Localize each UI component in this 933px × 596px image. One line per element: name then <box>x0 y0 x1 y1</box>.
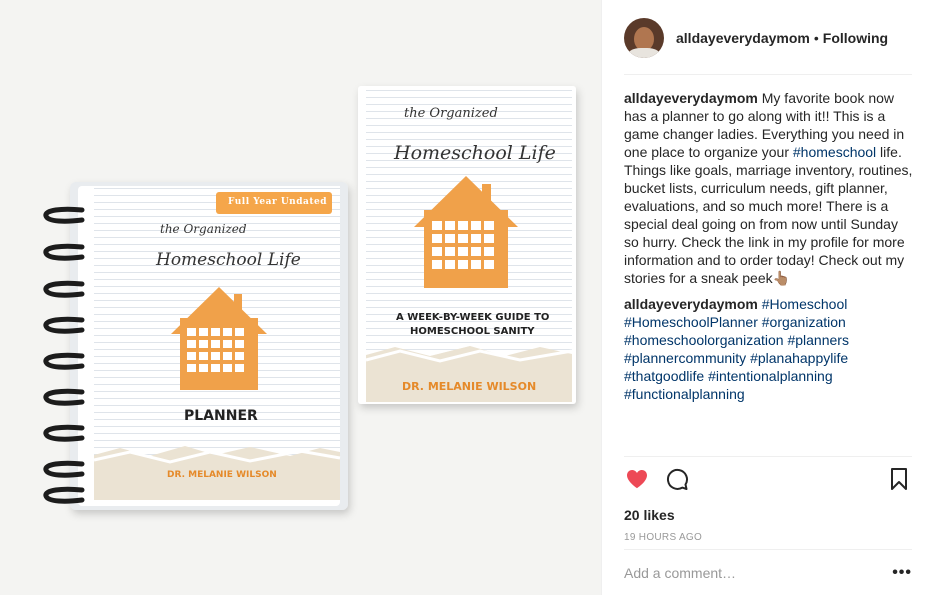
post-header <box>624 16 912 75</box>
comment-bubble-icon[interactable] <box>664 467 690 491</box>
hashtag-comment <box>624 295 916 403</box>
hashtag-link[interactable]: #Homeschool <box>761 296 848 312</box>
hashtag-link[interactable]: #plannercommunity <box>624 350 747 366</box>
planner-title-small: the Organized <box>160 222 247 236</box>
hashtag-link[interactable]: #planners <box>787 332 849 348</box>
post-actions <box>624 456 912 543</box>
book-subtitle-line2: HOMESCHOOL SANITY <box>410 326 535 337</box>
hashtag-link[interactable]: #planahappylife <box>750 350 849 366</box>
more-options-icon[interactable]: ••• <box>892 564 912 581</box>
likes-count[interactable]: 20 likes <box>624 507 675 523</box>
bookmark-icon[interactable] <box>886 467 912 491</box>
planner-banner: Full Year Undated <box>228 197 328 207</box>
avatar[interactable] <box>624 18 664 58</box>
hashtag-link[interactable]: #organization <box>761 314 846 330</box>
comment-username[interactable]: alldayeverydaymom <box>624 296 758 312</box>
following-button[interactable]: Following <box>822 30 889 46</box>
post-timestamp[interactable]: 19 HOURS AGO <box>624 532 703 543</box>
book-author: DR. MELANIE WILSON <box>402 380 537 393</box>
add-comment-bar <box>624 549 912 596</box>
caption-text-end: life. Things like goals, marriage inventory, routines, bucket lists, curriculum needs, gift planner, evaluations, and so much more! There is a special deal going on from now until Sunday so hurry. Check the link in my profile for more information and to order today! Check out my stories for a sneak peek👆🏽 <box>624 144 913 286</box>
caption-comment <box>624 89 916 287</box>
hashtag-link[interactable]: #HomeschoolPlanner <box>624 314 758 330</box>
hashtag-link[interactable]: #intentionalplanning <box>708 368 833 384</box>
planner-author: DR. MELANIE WILSON <box>167 470 277 480</box>
heart-filled-icon[interactable] <box>624 467 650 491</box>
header-username[interactable]: alldayeverydaymom <box>676 30 810 46</box>
caption-hashtag-link[interactable]: #homeschool <box>792 144 877 160</box>
caption-username[interactable]: alldayeverydaymom <box>624 90 758 106</box>
book-title-big: Homeschool Life <box>394 142 556 164</box>
caption-area <box>624 89 916 411</box>
post-details-panel <box>601 0 933 595</box>
hashtag-link[interactable]: #functionalplanning <box>624 386 745 402</box>
planner-title-big: Homeschool Life <box>156 250 301 270</box>
hashtag-link[interactable]: #thatgoodlife <box>624 368 705 384</box>
comment-input[interactable] <box>624 565 892 581</box>
header-separator: • <box>813 30 819 46</box>
hashtag-link[interactable]: #homeschoolorganization <box>624 332 784 348</box>
caption-text-start: My favorite book now has a planner to go along with it!! This is a game changer ladies. Everything you need in one place to organize your <box>624 90 905 160</box>
book-subtitle-line1: A WEEK-BY-WEEK GUIDE TO <box>396 312 550 323</box>
planner-label: PLANNER <box>184 408 258 424</box>
book-title-small: the Organized <box>404 106 498 121</box>
